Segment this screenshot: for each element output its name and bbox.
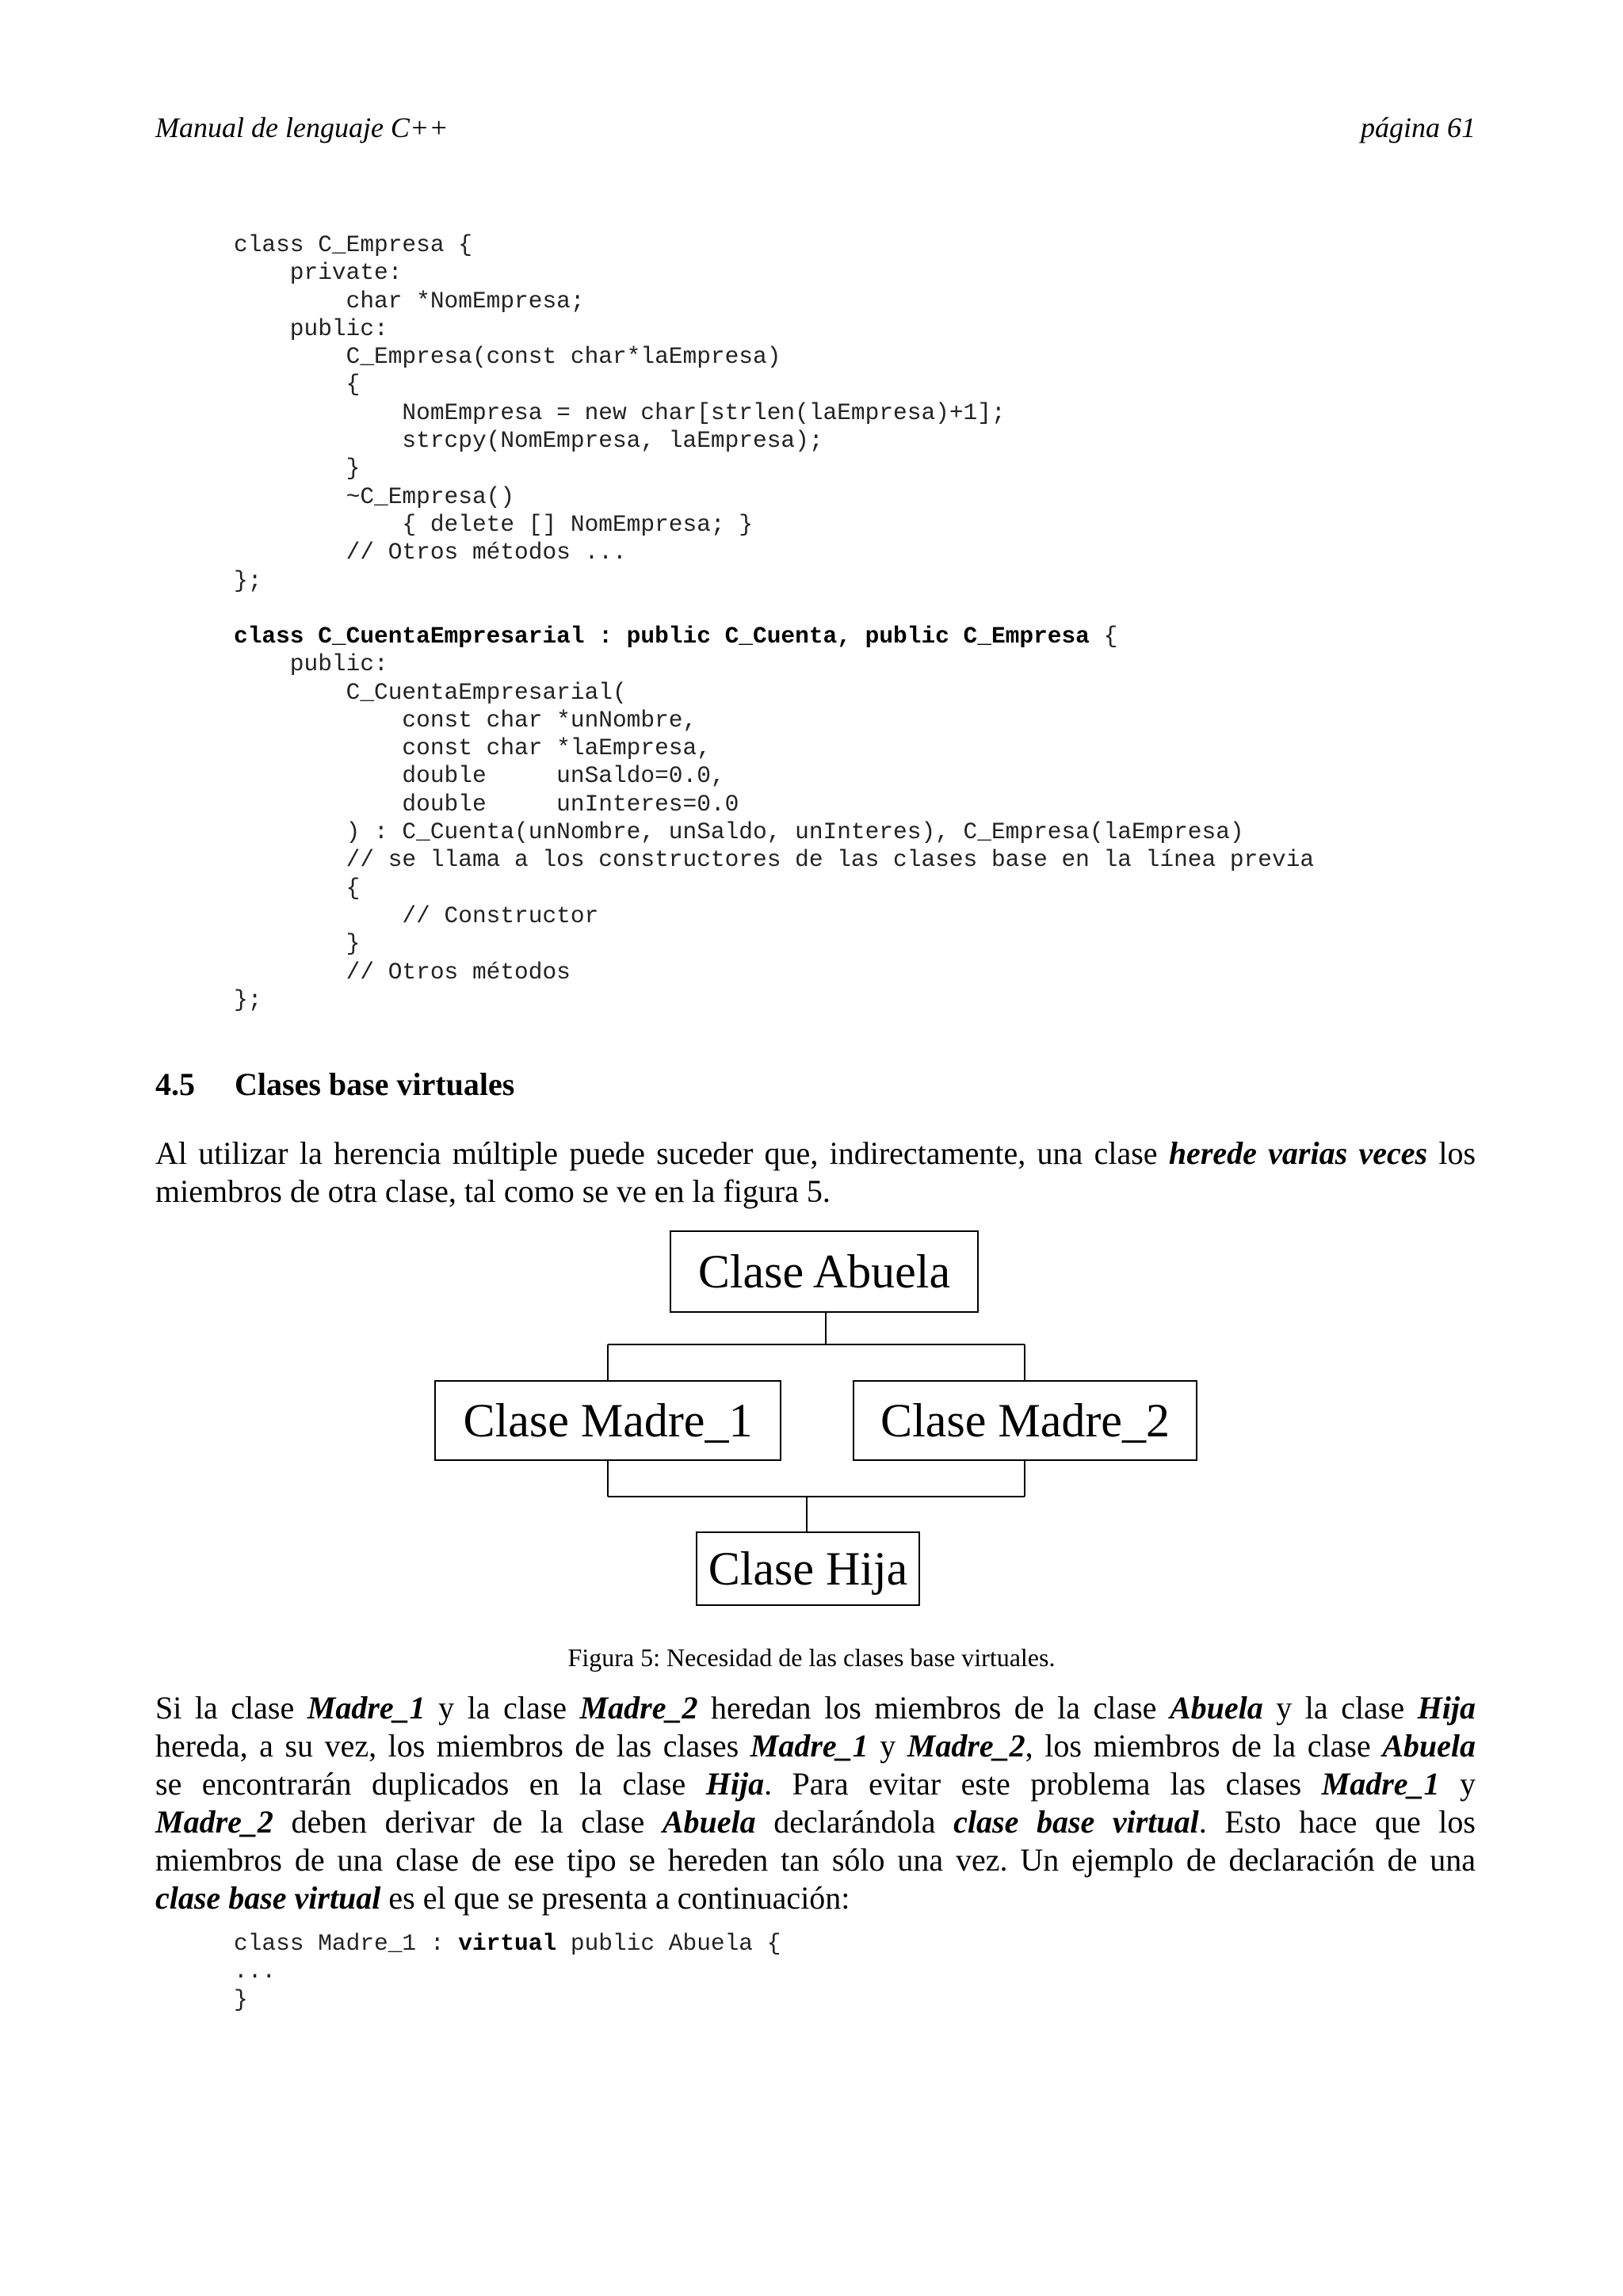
code-line: // se llama a los constructores de las clases base en la línea previa [234, 846, 1315, 874]
code-line: private: [234, 259, 403, 287]
emphasis: Hija [1417, 1690, 1476, 1726]
paragraph-line [155, 1727, 1476, 1765]
code-line: public: [234, 315, 388, 342]
emphasis: herede varias veces [1168, 1135, 1428, 1171]
code-line: { [234, 371, 361, 399]
paragraph-line: miembros de otra clase, tal como se ve en la figura 5. [155, 1173, 831, 1209]
emphasis: clase base virtual [953, 1804, 1199, 1840]
paragraph-line [155, 1879, 1476, 1917]
text-run: Si la clase [155, 1690, 307, 1726]
code-line: double unInteres=0.0 [234, 790, 739, 818]
code-line: { delete [] NomEmpresa; } [234, 510, 754, 538]
section-title: Clases base virtuales [235, 1066, 515, 1102]
text-run: , los miembros de la clase [1025, 1728, 1383, 1764]
text-run: y la clase [425, 1690, 580, 1726]
code-line: } [234, 455, 361, 482]
code-run: public Abuela { [556, 1930, 781, 1957]
page-number: página 61 [1360, 112, 1476, 143]
section-number: 4.5 [155, 1066, 195, 1102]
paragraph-line [155, 1765, 1476, 1803]
text-run: hereda, a su vez, los miembros de las clases [155, 1728, 750, 1764]
running-header-title: Manual de lenguaje C++ [155, 112, 449, 143]
paragraph-line [155, 1689, 1476, 1727]
code-line: double unSaldo=0.0, [234, 762, 725, 790]
code-line: const char *laEmpresa, [234, 734, 711, 762]
paragraph-explanation [155, 1689, 1476, 1917]
code-line: strcpy(NomEmpresa, laEmpresa); [234, 427, 823, 455]
paragraph-line: miembros de una clase de ese tipo se hereden tan sólo una vez. Un ejemplo de declaración de una [155, 1842, 1476, 1878]
text-run: y [1439, 1766, 1476, 1802]
code-line: const char *unNombre, [234, 706, 697, 734]
text-run: Al utilizar la herencia múltiple puede suceder que, indirectamente, una clase [155, 1135, 1169, 1171]
code-line: C_Empresa(const char*laEmpresa) [234, 343, 781, 371]
code-keyword-virtual: virtual [458, 1930, 557, 1957]
text-run: es el que se presenta a continuación: [380, 1880, 850, 1916]
emphasis: Abuela [1382, 1728, 1476, 1764]
box-clase-abuela: Clase Abuela [670, 1230, 979, 1313]
emphasis: Madre_2 [579, 1690, 698, 1726]
code-block-virtual-base [234, 1930, 781, 2014]
code-line: }; [234, 986, 262, 1013]
text-run: deben derivar de la clase [273, 1804, 663, 1840]
emphasis: Madre_1 [750, 1728, 869, 1764]
emphasis: Madre_2 [907, 1728, 1025, 1764]
figure-caption: Figura 5: Necesidad de las clases base virtuales. [567, 1643, 1056, 1672]
code-line: // Otros métodos [234, 958, 571, 986]
code-line: ) : C_Cuenta(unNombre, unSaldo, unInteres), C_Empresa(laEmpresa) [234, 818, 1244, 846]
box-clase-hija: Clase Hija [696, 1531, 920, 1606]
code-line: char *NomEmpresa; [234, 287, 585, 315]
code-line: { [234, 874, 361, 902]
code-line: } [234, 930, 361, 958]
box-clase-madre-2: Clase Madre_2 [853, 1380, 1197, 1461]
code-line: } [234, 1985, 248, 2013]
code-line: public: [234, 650, 388, 678]
text-run: . Para evitar este problema las clases [764, 1766, 1322, 1802]
code-line [234, 1930, 781, 1958]
emphasis: Abuela [1169, 1690, 1263, 1726]
code-declaration-tail: { [1089, 623, 1118, 650]
text-run: heredan los miembros de la clase [697, 1690, 1170, 1726]
code-line: }; [234, 566, 262, 594]
box-clase-madre-1: Clase Madre_1 [434, 1380, 781, 1461]
code-line: class C_Empresa { [234, 231, 472, 258]
code-run: class Madre_1 : [234, 1930, 459, 1957]
emphasis: Madre_2 [155, 1804, 273, 1840]
emphasis: Madre_1 [1321, 1766, 1440, 1802]
code-bold-declaration: class C_CuentaEmpresarial : public C_Cuenta, public C_Empresa [234, 623, 1090, 650]
text-run: declarándola [755, 1804, 954, 1840]
code-line: ... [234, 1958, 277, 1985]
code-line: ~C_Empresa() [234, 482, 515, 510]
emphasis: Madre_1 [307, 1690, 426, 1726]
text-run: . Esto hace que los [1198, 1804, 1476, 1840]
text-run: los [1427, 1135, 1476, 1171]
emphasis: Abuela [662, 1804, 756, 1840]
text-run: y la clase [1262, 1690, 1418, 1726]
paragraph-line [155, 1803, 1476, 1841]
code-line: // Otros métodos ... [234, 539, 627, 566]
emphasis: clase base virtual [155, 1880, 381, 1916]
code-line: // Constructor [234, 902, 599, 929]
text-run: y [868, 1728, 907, 1764]
code-line: C_CuentaEmpresarial( [234, 678, 627, 706]
code-line: NomEmpresa = new char[strlen(laEmpresa)+1]; [234, 399, 1006, 426]
text-run: se encontrarán duplicados en la clase [155, 1766, 706, 1802]
emphasis: Hija [705, 1766, 765, 1802]
